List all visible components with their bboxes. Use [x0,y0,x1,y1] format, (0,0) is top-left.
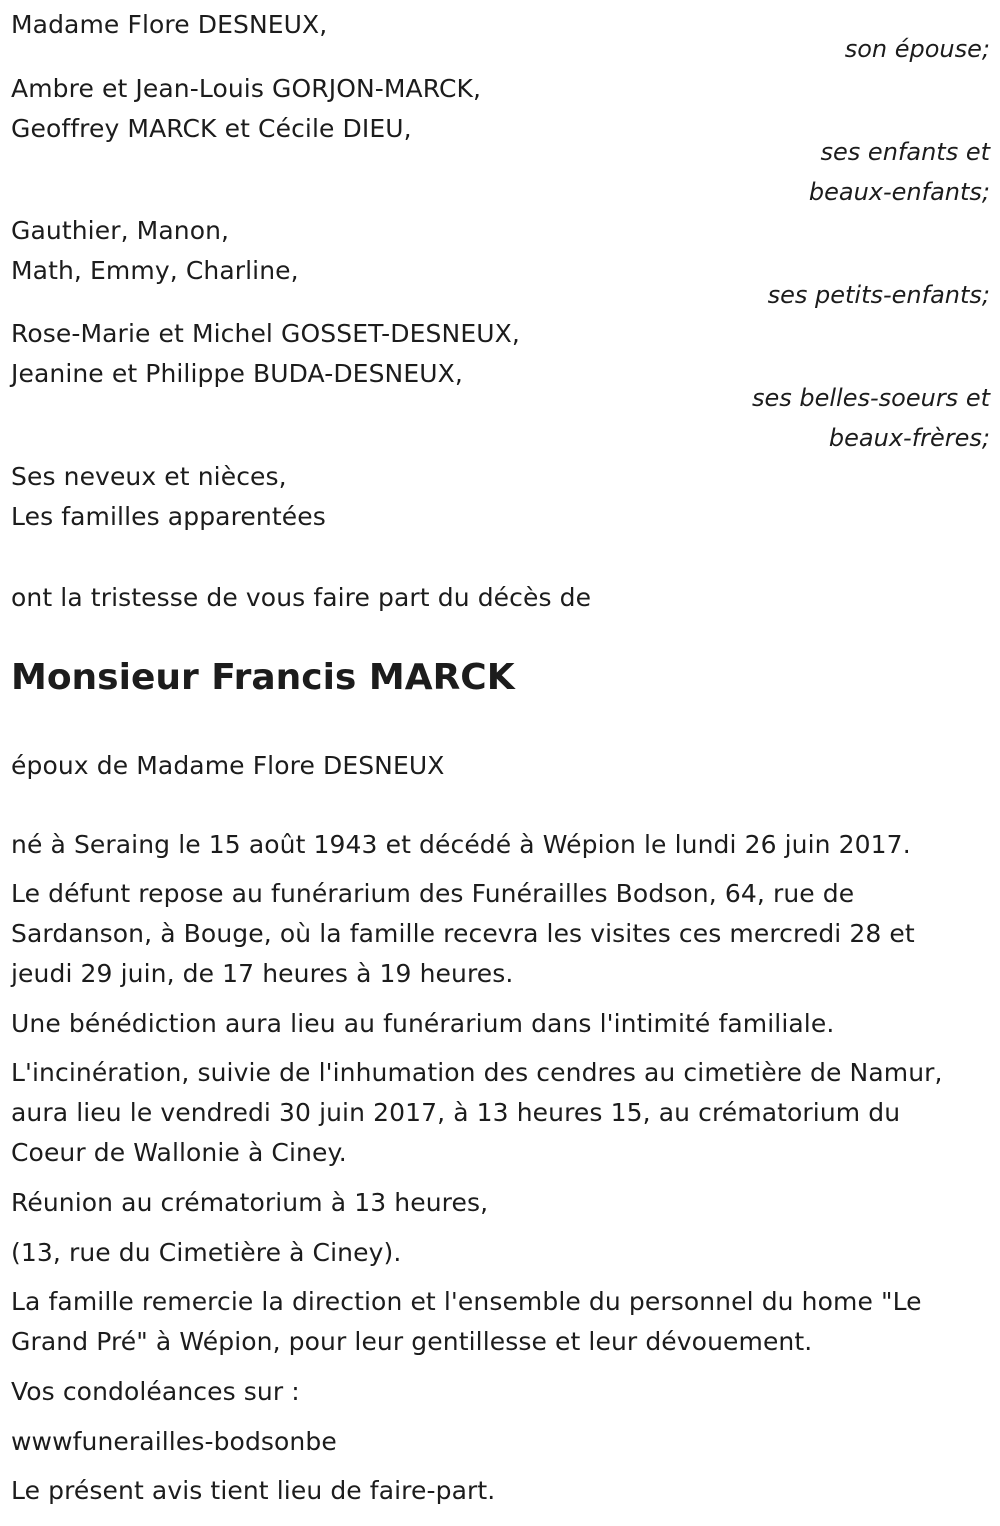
siblings-relation-line: ses belles-soeurs et [751,384,990,412]
repose-line: jeudi 29 juin, de 17 heures à 19 heures. [11,959,514,988]
benediction-line: Une bénédiction aura lieu au funérarium dans l'intimité familiale. [11,1009,835,1038]
repose-line: Le défunt repose au funérarium des Funérailles Bodson, 64, rue de [11,879,855,908]
address-line: (13, rue du Cimetière à Ciney). [11,1238,402,1267]
incineration-line: aura lieu le vendredi 30 juin 2017, à 13 heures 15, au crématorium du [11,1098,901,1127]
siblings-relation-line: beaux-frères; [828,424,990,452]
other-relatives-line: Les familles apparentées [11,502,326,531]
deceased-name: Monsieur Francis MARCK [11,657,515,698]
children-relation-line: beaux-enfants; [808,178,990,206]
deceased-spouse-of: époux de Madame Flore DESNEUX [11,751,445,780]
thanks-line: La famille remercie la direction et l'ensemble du personnel du home "Le [11,1287,922,1316]
reunion-line: Réunion au crématorium à 13 heures, [11,1188,489,1217]
thanks-line: Grand Pré" à Wépion, pour leur gentillesse et leur dévouement. [11,1327,813,1356]
grandchild-line: Math, Emmy, Charline, [11,256,299,285]
child-line: Geoffrey MARCK et Cécile DIEU, [11,114,412,143]
closing-line: Le présent avis tient lieu de faire-part. [11,1476,496,1505]
sibling-in-law-line: Rose-Marie et Michel GOSSET-DESNEUX, [11,319,520,348]
condolences-label: Vos condoléances sur : [11,1377,300,1406]
incineration-line: Coeur de Wallonie à Ciney. [11,1138,347,1167]
child-line: Ambre et Jean-Louis GORJON-MARCK, [11,74,482,103]
sibling-in-law-line: Jeanine et Philippe BUDA-DESNEUX, [11,359,463,388]
incineration-line: L'incinération, suivie de l'inhumation des cendres au cimetière de Namur, [11,1058,943,1087]
children-relation-line: ses enfants et [820,138,990,166]
spouse-relation: son épouse; [844,35,990,63]
grandchildren-relation: ses petits-enfants; [767,281,990,309]
grandchild-line: Gauthier, Manon, [11,216,230,245]
repose-line: Sardanson, à Bouge, où la famille recevra les visites ces mercredi 28 et [11,919,915,948]
announcement: ont la tristesse de vous faire part du décès de [11,583,592,612]
other-relatives-line: Ses neveux et nièces, [11,462,287,491]
website-link[interactable]: wwwfunerailles-bodsonbe [11,1427,337,1456]
spouse-name: Madame Flore DESNEUX, [11,10,328,39]
birth-death-line: né à Seraing le 15 août 1943 et décédé à Wépion le lundi 26 juin 2017. [11,830,911,859]
